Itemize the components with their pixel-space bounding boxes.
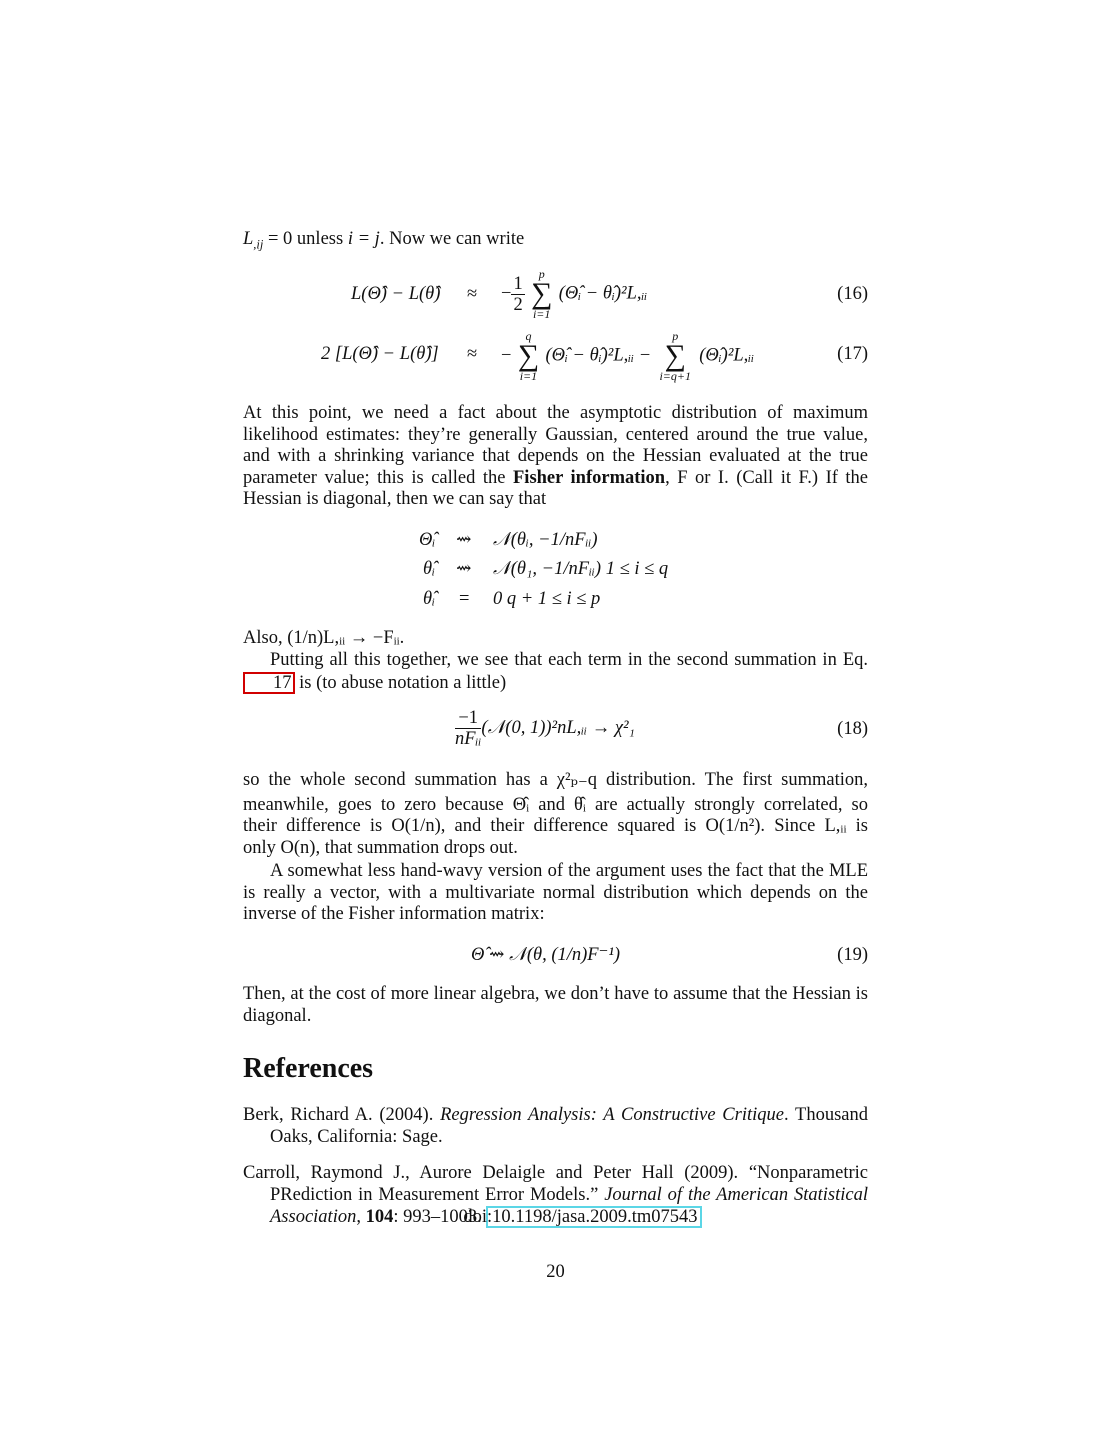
references-heading: References bbox=[243, 1053, 374, 1084]
page-number: 20 bbox=[546, 1262, 565, 1282]
ref2-journal: Journal of the American Statistical Association bbox=[270, 1184, 868, 1227]
dist-row-rel: ⇝ bbox=[456, 530, 472, 550]
eq19-number: (19) bbox=[837, 945, 868, 965]
eq18-fraction: $\frac{-1}{\text{nFᵢᵢ}}$ bbox=[455, 708, 482, 749]
para3-line: so the whole second summation has a χ²ₚ₋q distribution. The first summation, bbox=[243, 770, 868, 790]
paragraph-summation bbox=[243, 770, 868, 859]
dist-row-rel: ⇝ bbox=[456, 559, 472, 579]
fisher-information-term: Fisher information bbox=[513, 467, 666, 488]
eq17-lhs: 2 [L(Θ̂) − L(θ̂)] bbox=[321, 344, 439, 364]
eq16-sum: p ∑ i=1 bbox=[530, 267, 553, 321]
dist-row-lhs: Θ̂ᵢ bbox=[419, 530, 436, 550]
intro-line bbox=[243, 229, 868, 251]
also-line: Also, (1/n)L,ᵢᵢ → −Fᵢᵢ. bbox=[243, 628, 405, 648]
eq17-term1: (Θ̂ᵢ − θ̂ᵢ)²L,ᵢᵢ − bbox=[545, 345, 652, 366]
eq18-expr bbox=[455, 708, 635, 749]
paragraph-fisher: At this point, we need a fact about the asymptotic distribution of maximum likelihood estimates: they’re generally Gaussian, centered around the true value, and with a shrinking variance that depends on the Hessian evaluated at the true parameter value; this is called the Fisher information, F or I. (Call it F.) If the Hessian is diagonal, then we can say that bbox=[243, 403, 868, 509]
eq17-sum1: q ∑ i=1 bbox=[517, 329, 540, 383]
eq16-lhs: L(Θ̂) − L(θ̂) bbox=[351, 284, 441, 304]
para3-line: meanwhile, goes to zero because Θ̂ᵢ and θ̂ᵢ are actually strongly correlated, so bbox=[243, 794, 868, 815]
distribution-equations bbox=[243, 530, 868, 620]
intro-cond: i = j bbox=[347, 229, 380, 249]
eq18-number: (18) bbox=[837, 719, 868, 739]
dist-row-rhs: 𝒩(θ₁, −1/nFᵢᵢ) 1 ≤ i ≤ q bbox=[493, 559, 669, 579]
eq16-relation: ≈ bbox=[467, 284, 478, 304]
ref1-title: Regression Analysis: A Constructive Critique bbox=[440, 1105, 784, 1125]
doi-link[interactable]: doi:10.1198/jasa.2009.tm07543 bbox=[486, 1206, 701, 1228]
eq16-term: (Θ̂ᵢ − θ̂ᵢ)²L,ᵢᵢ bbox=[558, 283, 648, 304]
eq16-rhs: − $\frac{1}{2}$ p ∑ i=1 (Θ̂ᵢ − θ̂ᵢ)²L,ᵢᵢ bbox=[501, 267, 648, 321]
intro-rest: . Now we can write bbox=[379, 229, 525, 249]
eq18-rest: (𝒩(0, 1))²nL,ᵢᵢ → χ²₁ bbox=[481, 717, 635, 738]
paragraph-mle-vector: A somewhat less hand-wavy version of the argument uses the fact that the MLE is really a vector, with a multivariate normal distribution which depends on the inverse of the Fisher information matrix: bbox=[243, 861, 868, 924]
dist-row-rel: = bbox=[459, 589, 470, 609]
dist-row-lhs: θ̂ᵢ bbox=[423, 589, 436, 609]
paragraph-putting-together: Putting all this together, we see that each term in the second summation in Eq. 17 is (to abuse notation a little) bbox=[243, 650, 868, 694]
equation-17 bbox=[243, 329, 868, 383]
dist-row-rhs: 𝒩(θᵢ, −1/nFᵢᵢ) bbox=[493, 530, 598, 550]
intro-mid: = 0 unless bbox=[263, 229, 348, 249]
reference-berk: Berk, Richard A. (2004). Regression Analysis: A Constructive Critique. Thousand Oaks, California: Sage. bbox=[243, 1105, 868, 1147]
eq19-expr: Θ̂ ⇝ 𝒩(θ, (1/n)F⁻¹) bbox=[471, 945, 621, 965]
para3-line: their difference is O(1/n), and their difference squared is O(1/n²). Since L,ᵢᵢ is bbox=[243, 816, 868, 836]
eq17-rhs: − q ∑ i=1 (Θ̂ᵢ − θ̂ᵢ)²L,ᵢᵢ − p ∑ i=q+1 (Θ̂ᵢ)²L,ᵢᵢ bbox=[501, 329, 755, 383]
equation-16 bbox=[243, 267, 868, 321]
intro-sub: ,ij bbox=[253, 237, 264, 252]
eq17-sum2: p ∑ i=q+1 bbox=[659, 329, 691, 383]
equation-19 bbox=[243, 943, 868, 987]
equation-18 bbox=[243, 708, 868, 752]
intro-lhs: L bbox=[243, 229, 254, 249]
dist-row-rhs: 0 q + 1 ≤ i ≤ p bbox=[493, 589, 601, 609]
eq16-number: (16) bbox=[837, 284, 868, 304]
eq16-fraction: $\frac{1}{2}$ bbox=[513, 273, 523, 315]
reference-carroll: Carroll, Raymond J., Aurore Delaigle and Peter Hall (2009). “Nonparametric PRediction in Measurement Error Models.” Journal of the American Statistical Association, 104: 993–1003. doi:10.1198/jasa.2009.tm07543 bbox=[243, 1163, 868, 1227]
para3-line: only O(n), that summation drops out. bbox=[243, 837, 518, 858]
paragraph-linear-algebra: Then, at the cost of more linear algebra, we don’t have to assume that the Hessian is diagonal. bbox=[243, 984, 868, 1026]
eq17-relation: ≈ bbox=[467, 344, 478, 364]
ref2-volume: 104 bbox=[365, 1207, 394, 1227]
equation-ref-link[interactable]: 17 bbox=[243, 672, 295, 694]
eq17-number: (17) bbox=[837, 344, 868, 364]
eq17-term2: (Θ̂ᵢ)²L,ᵢᵢ bbox=[699, 345, 755, 366]
dist-row-lhs: θ̂ᵢ bbox=[423, 559, 436, 579]
